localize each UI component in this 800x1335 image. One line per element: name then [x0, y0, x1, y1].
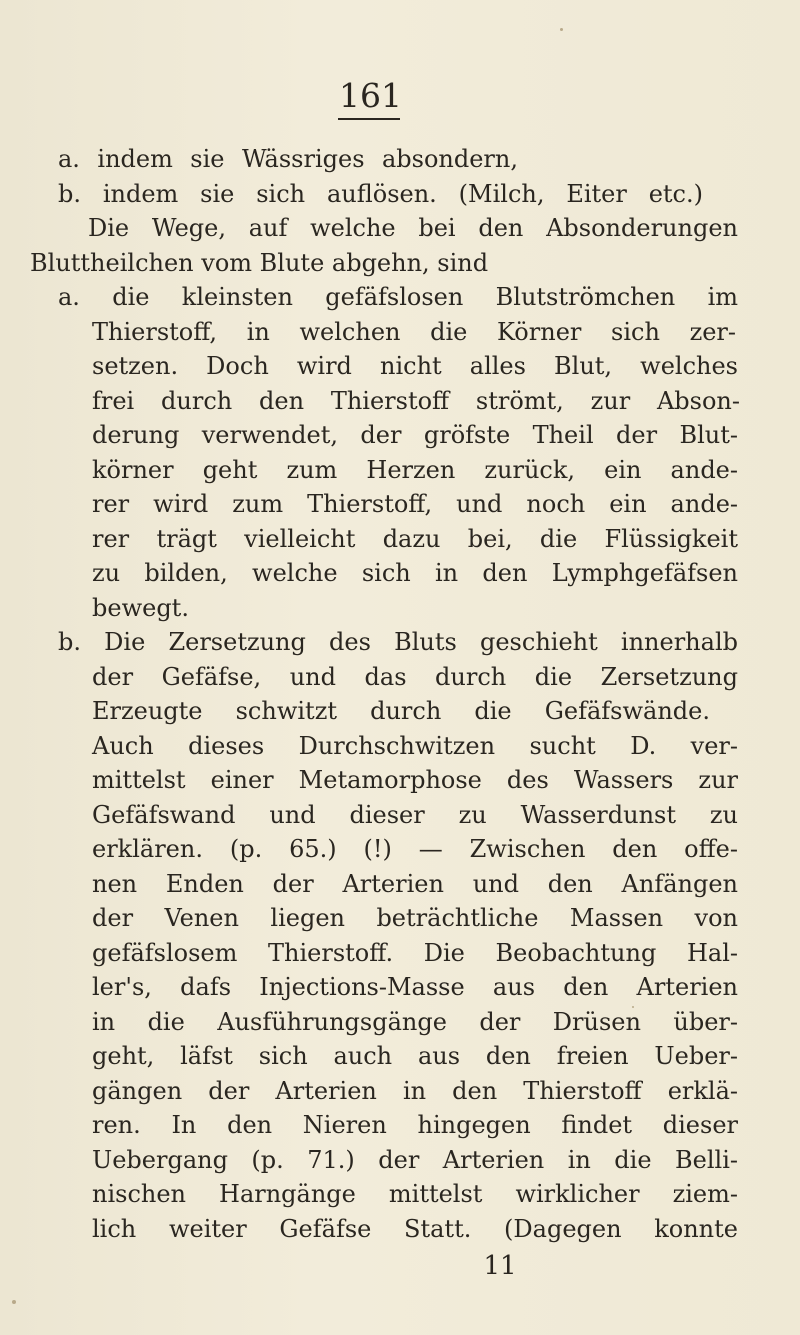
page-number: 161 [339, 76, 402, 115]
text-line: erklären. (p. 65.) (!) — Zwischen den offe- [92, 835, 738, 863]
text-line: ler's, dafs Injections-Masse aus den Arterien [92, 973, 738, 1001]
text-line: Auch dieses Durchschwitzen sucht D. ver- [92, 731, 738, 760]
text-line: rer trägt vielleicht dazu bei, die Flüssigkeit [92, 524, 738, 553]
paper-speck [632, 1006, 634, 1008]
text-line: rer wird zum Thierstoff, und noch ein ande- [92, 490, 738, 518]
text-line: Die Wege, auf welche bei den Absonderungen [88, 214, 738, 242]
text-line: a. indem sie Wässriges absondern, [58, 145, 518, 173]
text-line: bewegt. [92, 593, 189, 622]
text-line: ren. In den Nieren hingegen findet dieser [92, 1111, 738, 1139]
text-line: der Venen liegen beträchtliche Massen von [92, 904, 738, 932]
paper-speck [12, 1300, 16, 1304]
text-line: gängen der Arterien in den Thierstoff erklä- [92, 1076, 738, 1105]
text-line: geht, läfst sich auch aus den freien Ueber- [92, 1042, 738, 1070]
text-line: Uebergang (p. 71.) der Arterien in die Belli- [92, 1145, 738, 1174]
text-line: lich weiter Gefäfse Statt. (Dagegen konnte [92, 1214, 738, 1243]
paper-speck [560, 28, 563, 31]
text-line: in die Ausführungsgänge der Drüsen über- [92, 1007, 738, 1036]
text-line: frei durch den Thierstoff strömt, zur Abson- [92, 386, 740, 415]
text-line: mittelst einer Metamorphose des Wassers zur [92, 766, 738, 794]
text-line: körner geht zum Herzen zurück, ein ande- [92, 455, 738, 484]
text-line: Bluttheilchen vom Blute abgehn, sind [30, 248, 489, 277]
text-line: gefäfslosem Thierstoff. Die Beobachtung Hal- [92, 938, 738, 967]
text-line: nischen Harngänge mittelst wirklicher ziem- [92, 1180, 738, 1208]
text-line: Thierstoff, in welchen die Körner sich zer- [92, 317, 736, 346]
signature-mark: 11 [483, 1251, 517, 1281]
text-line: setzen. Doch wird nicht alles Blut, welches [92, 352, 738, 380]
text-line: zu bilden, welche sich in den Lymphgefäfsen [92, 559, 738, 587]
text-line: Gefäfswand und dieser zu Wasserdunst zu [92, 800, 738, 829]
text-line: nen Enden der Arterien und den Anfängen [92, 869, 738, 898]
text-line: a. die kleinsten gefäfslosen Blutströmchen im [58, 283, 738, 311]
header-rule [338, 118, 400, 120]
text-line: Erzeugte schwitzt durch die Gefäfswände. [92, 697, 710, 725]
text-line: derung verwendet, der gröfste Theil der Blut- [92, 421, 738, 449]
text-line: b. Die Zersetzung des Bluts geschieht innerhalb [58, 628, 738, 656]
text-line: der Gefäfse, und das durch die Zersetzung [92, 662, 738, 691]
text-line: b. indem sie sich auflösen. (Milch, Eiter etc.) [58, 179, 703, 208]
